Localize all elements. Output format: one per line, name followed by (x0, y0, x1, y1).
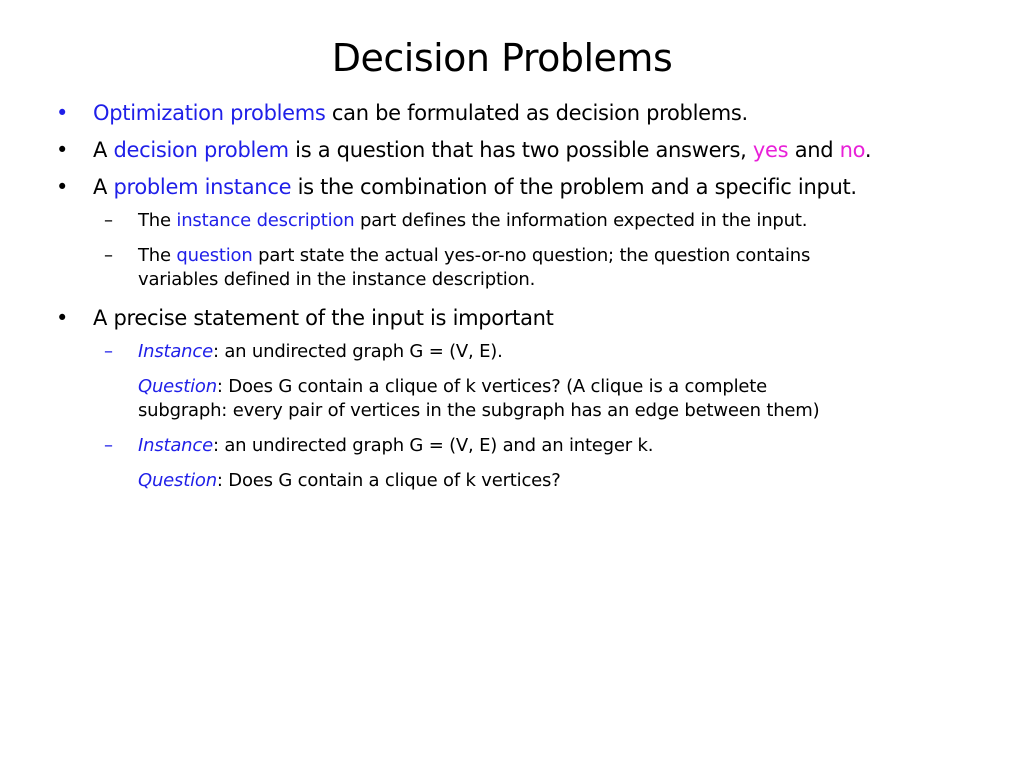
dash-marker: – (104, 245, 113, 266)
sub-prefix: The (138, 245, 177, 266)
bullet-prefix: A (93, 138, 114, 162)
dash-marker: – (104, 210, 113, 231)
sub-bullet-instance-1 (104, 338, 996, 365)
answer-no: no (839, 138, 865, 162)
sub-item-question-2 (138, 467, 996, 494)
sub-bullet-question (104, 242, 996, 293)
bullet-text: A precise statement of the input is important (93, 306, 554, 330)
term-instance-description: instance description (176, 210, 355, 231)
sub-text: : Does G contain a clique of k vertices? (216, 470, 561, 491)
bullet-text: can be formulated as decision problems. (325, 101, 748, 125)
sub-item-question-1 (138, 373, 996, 424)
bullet-precise-statement (56, 305, 996, 332)
bullet-marker: • (56, 101, 69, 125)
sub-prefix: The (138, 210, 177, 231)
bullet-marker: • (56, 138, 69, 162)
dash-marker: – (104, 435, 113, 456)
slide-title: Decision Problems (331, 36, 673, 80)
term-decision-problem: decision problem (113, 138, 289, 162)
answer-yes: yes (752, 138, 789, 162)
sub-text: : Does G contain a clique of k vertices? (A clique is a complete (216, 376, 767, 397)
label-instance: Instance (138, 341, 213, 362)
sub-bullet-instance-description (104, 207, 996, 234)
sub-text-line2: variables defined in the instance description. (138, 269, 536, 290)
sub-text: part defines the information expected in the input. (354, 210, 808, 231)
bullet-text: is the combination of the problem and a specific input. (291, 175, 857, 199)
label-instance: Instance (138, 435, 213, 456)
bullet-text-and: and (788, 138, 840, 162)
sub-text: part state the actual yes-or-no question; the question contains (252, 245, 811, 266)
label-question: Question (138, 470, 217, 491)
bullet-marker: • (56, 175, 69, 199)
sub-text-line2: subgraph: every pair of vertices in the subgraph has an edge between them) (138, 400, 820, 421)
term-optimization-problems: Optimization problems (93, 101, 326, 125)
term-question: question (176, 245, 253, 266)
slide-body (56, 100, 996, 502)
sub-bullet-instance-2 (104, 432, 996, 459)
bullet-decision-problem (56, 137, 996, 164)
bullet-end: . (864, 138, 872, 162)
dash-marker: – (104, 341, 113, 362)
bullet-marker: • (56, 306, 69, 330)
bullet-problem-instance (56, 174, 996, 201)
sub-text: : an undirected graph G = (V, E) and an integer k. (212, 435, 654, 456)
label-question: Question (138, 376, 217, 397)
sub-text: : an undirected graph G = (V, E). (212, 341, 503, 362)
bullet-text: is a question that has two possible answers, (288, 138, 753, 162)
bullet-prefix: A (93, 175, 114, 199)
bullet-optimization (56, 100, 996, 127)
term-problem-instance: problem instance (113, 175, 292, 199)
